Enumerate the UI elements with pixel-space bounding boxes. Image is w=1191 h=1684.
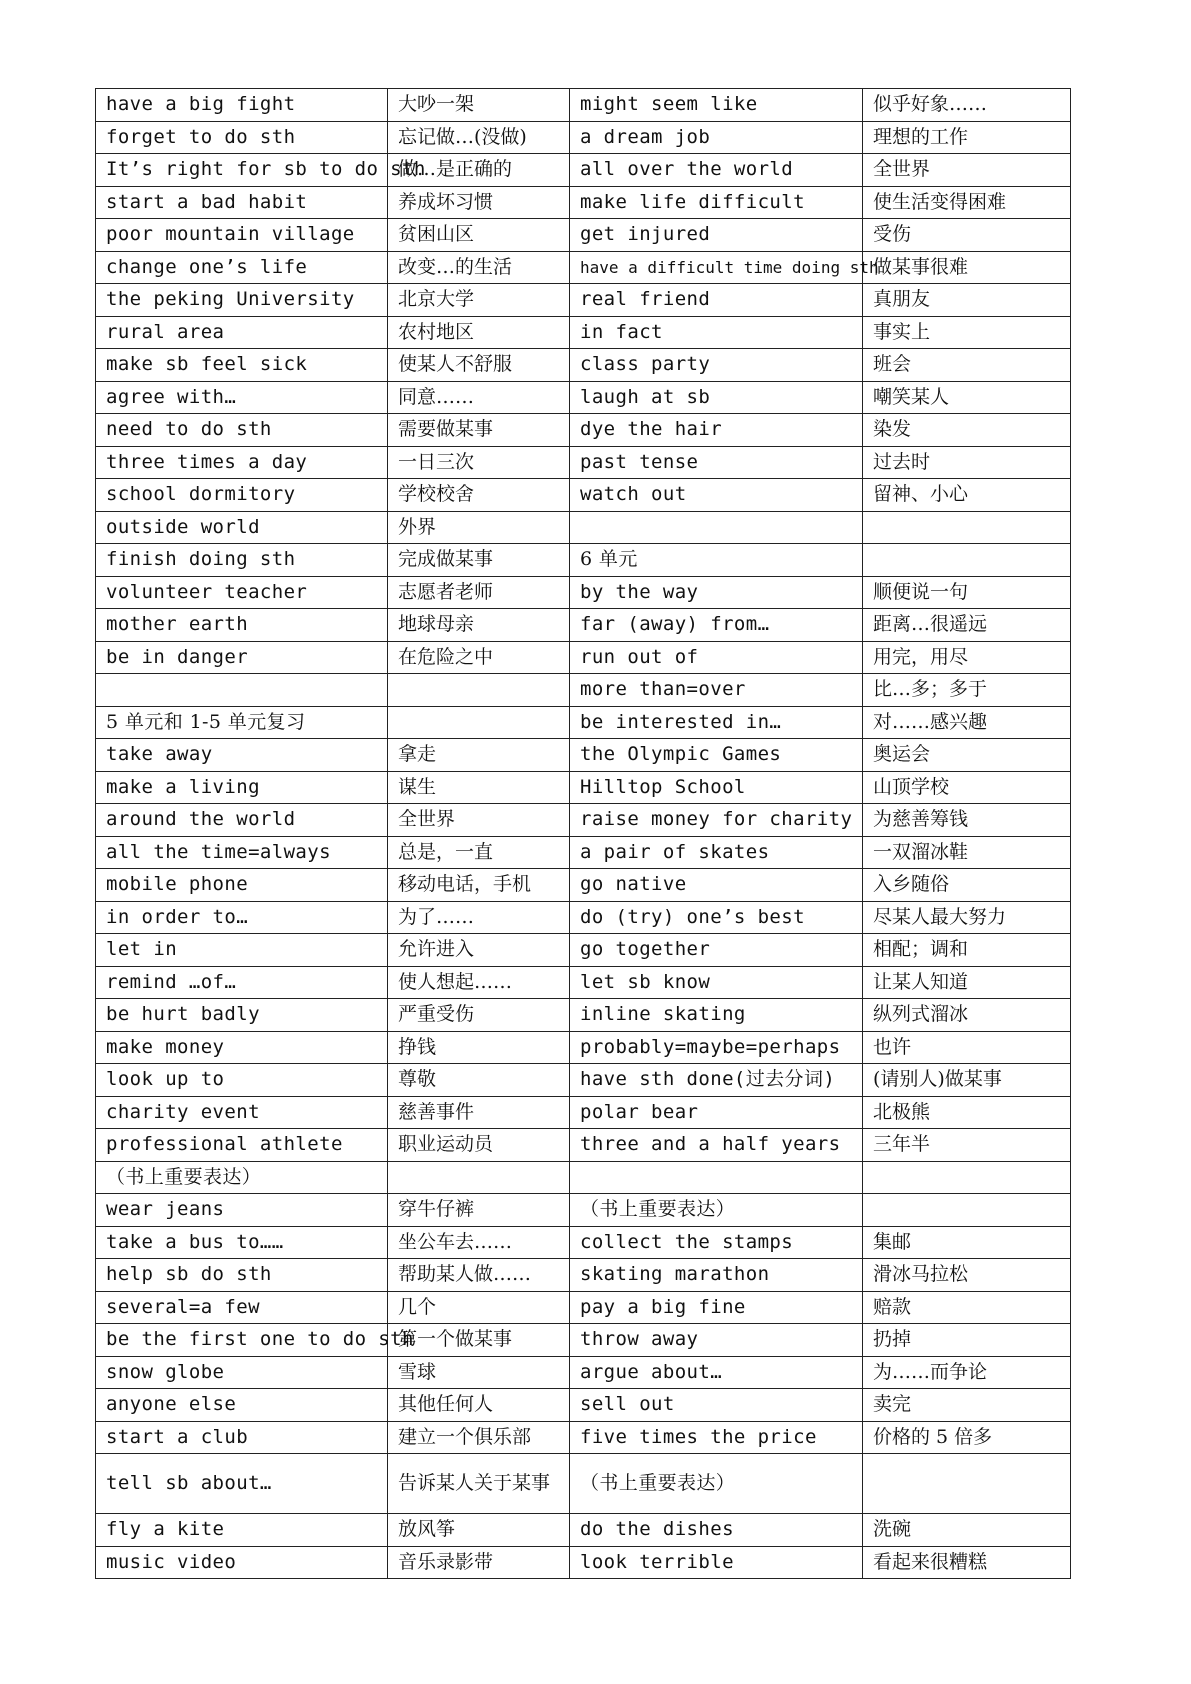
cell-english-phrase: tell sb about… [96, 1454, 388, 1514]
cell-chinese-meaning: 入乡随俗 [863, 869, 1071, 902]
table-row [96, 544, 1071, 577]
cell-english-phrase: be hurt badly [96, 999, 388, 1032]
table-row [96, 284, 1071, 317]
cell-chinese-meaning: 帮助某人做…… [388, 1259, 570, 1292]
cell-chinese-meaning: 志愿者老师 [388, 576, 570, 609]
cell-chinese-meaning: 贫困山区 [388, 219, 570, 252]
cell-english-phrase: take a bus to…… [96, 1226, 388, 1259]
table-row [96, 1194, 1071, 1227]
cell-english-phrase: laugh at sb [570, 381, 863, 414]
cell-english-phrase: pay a big fine [570, 1291, 863, 1324]
cell-english-phrase: change one’s life [96, 251, 388, 284]
cell-chinese-meaning: 班会 [863, 349, 1071, 382]
cell-english-phrase: It’s right for sb to do sth [96, 154, 388, 187]
cell-chinese-meaning: 在危险之中 [388, 641, 570, 674]
cell-english-phrase: argue about… [570, 1356, 863, 1389]
table-row [96, 1291, 1071, 1324]
cell-chinese-meaning: 为慈善筹钱 [863, 804, 1071, 837]
cell-english-phrase: do the dishes [570, 1514, 863, 1547]
cell-english-phrase: go together [570, 934, 863, 967]
table-row [96, 1064, 1071, 1097]
cell-chinese-meaning: 使生活变得困难 [863, 186, 1071, 219]
cell-english-phrase: the Olympic Games [570, 739, 863, 772]
cell-chinese-meaning: 严重受伤 [388, 999, 570, 1032]
cell-english-phrase: be in danger [96, 641, 388, 674]
cell-english-phrase: be interested in… [570, 706, 863, 739]
table-row [96, 349, 1071, 382]
cell-chinese-meaning: (请别人)做某事 [863, 1064, 1071, 1097]
table-row [96, 251, 1071, 284]
cell-chinese-meaning: 全世界 [388, 804, 570, 837]
table-row [96, 869, 1071, 902]
cell-english-phrase: let in [96, 934, 388, 967]
table-row [96, 674, 1071, 707]
cell-english-phrase [570, 1161, 863, 1194]
table-row [96, 89, 1071, 122]
cell-chinese-meaning: 北京大学 [388, 284, 570, 317]
cell-chinese-meaning [863, 1161, 1071, 1194]
cell-english-phrase: （书上重要表达） [570, 1194, 863, 1227]
cell-chinese-meaning: 几个 [388, 1291, 570, 1324]
cell-english-phrase: more than=over [570, 674, 863, 707]
cell-chinese-meaning: 全世界 [863, 154, 1071, 187]
table-row [96, 381, 1071, 414]
cell-english-phrase: 6 单元 [570, 544, 863, 577]
cell-chinese-meaning: 告诉某人关于某事 [388, 1454, 570, 1514]
cell-english-phrase: volunteer teacher [96, 576, 388, 609]
cell-english-phrase: collect the stamps [570, 1226, 863, 1259]
cell-chinese-meaning: 过去时 [863, 446, 1071, 479]
cell-english-phrase: go native [570, 869, 863, 902]
table-row [96, 804, 1071, 837]
cell-chinese-meaning: 对……感兴趣 [863, 706, 1071, 739]
cell-chinese-meaning: 雪球 [388, 1356, 570, 1389]
cell-english-phrase: do (try) one’s best [570, 901, 863, 934]
cell-chinese-meaning: 外界 [388, 511, 570, 544]
cell-english-phrase: make life difficult [570, 186, 863, 219]
cell-chinese-meaning: 一双溜冰鞋 [863, 836, 1071, 869]
table-row [96, 966, 1071, 999]
cell-chinese-meaning: 同意…… [388, 381, 570, 414]
cell-english-phrase: get injured [570, 219, 863, 252]
cell-english-phrase: finish doing sth [96, 544, 388, 577]
cell-chinese-meaning: 尊敬 [388, 1064, 570, 1097]
cell-english-phrase: let sb know [570, 966, 863, 999]
cell-chinese-meaning: 一日三次 [388, 446, 570, 479]
table-row [96, 1389, 1071, 1422]
cell-chinese-meaning: 使某人不舒服 [388, 349, 570, 382]
cell-chinese-meaning: 价格的 5 倍多 [863, 1421, 1071, 1454]
table-row [96, 186, 1071, 219]
cell-chinese-meaning: 音乐录影带 [388, 1546, 570, 1579]
table-row [96, 1259, 1071, 1292]
cell-chinese-meaning: 理想的工作 [863, 121, 1071, 154]
cell-chinese-meaning: 谋生 [388, 771, 570, 804]
cell-chinese-meaning: 坐公车去…… [388, 1226, 570, 1259]
cell-english-phrase: by the way [570, 576, 863, 609]
table-row [96, 576, 1071, 609]
cell-chinese-meaning: 纵列式溜冰 [863, 999, 1071, 1032]
cell-english-phrase: make a living [96, 771, 388, 804]
table-row [96, 219, 1071, 252]
cell-english-phrase: several=a few [96, 1291, 388, 1324]
table-row [96, 1421, 1071, 1454]
cell-chinese-meaning: 允许进入 [388, 934, 570, 967]
cell-chinese-meaning [863, 544, 1071, 577]
cell-chinese-meaning: 似乎好象…… [863, 89, 1071, 122]
cell-chinese-meaning: 做某事很难 [863, 251, 1071, 284]
cell-chinese-meaning: 顺便说一句 [863, 576, 1071, 609]
cell-english-phrase: forget to do sth [96, 121, 388, 154]
cell-chinese-meaning [863, 511, 1071, 544]
cell-english-phrase: snow globe [96, 1356, 388, 1389]
cell-english-phrase: need to do sth [96, 414, 388, 447]
cell-chinese-meaning: 三年半 [863, 1129, 1071, 1162]
table-row [96, 1226, 1071, 1259]
cell-english-phrase: music video [96, 1546, 388, 1579]
cell-english-phrase: in order to… [96, 901, 388, 934]
cell-chinese-meaning: 学校校舍 [388, 479, 570, 512]
cell-chinese-meaning: 为……而争论 [863, 1356, 1071, 1389]
cell-chinese-meaning: 其他任何人 [388, 1389, 570, 1422]
cell-english-phrase: raise money for charity [570, 804, 863, 837]
cell-english-phrase: five times the price [570, 1421, 863, 1454]
table-row [96, 1324, 1071, 1357]
cell-english-phrase: throw away [570, 1324, 863, 1357]
cell-english-phrase: 5 单元和 1-5 单元复习 [96, 706, 388, 739]
table-row [96, 1356, 1071, 1389]
cell-chinese-meaning [863, 1454, 1071, 1514]
cell-english-phrase: have a difficult time doing sth [570, 251, 863, 284]
table-row [96, 771, 1071, 804]
cell-chinese-meaning: 建立一个俱乐部 [388, 1421, 570, 1454]
table-row [96, 934, 1071, 967]
table-row [96, 154, 1071, 187]
cell-english-phrase: all the time=always [96, 836, 388, 869]
cell-chinese-meaning: 集邮 [863, 1226, 1071, 1259]
table-row [96, 316, 1071, 349]
cell-chinese-meaning: 看起来很糟糕 [863, 1546, 1071, 1579]
cell-chinese-meaning: 滑冰马拉松 [863, 1259, 1071, 1292]
cell-english-phrase: three times a day [96, 446, 388, 479]
cell-chinese-meaning: 做…是正确的 [388, 154, 570, 187]
vocabulary-table-body [96, 89, 1071, 1579]
cell-english-phrase: far (away) from… [570, 609, 863, 642]
cell-english-phrase: sell out [570, 1389, 863, 1422]
cell-english-phrase: dye the hair [570, 414, 863, 447]
table-row [96, 479, 1071, 512]
table-row [96, 1161, 1071, 1194]
cell-english-phrase: be the first one to do sth [96, 1324, 388, 1357]
cell-chinese-meaning: 拿走 [388, 739, 570, 772]
cell-chinese-meaning: 让某人知道 [863, 966, 1071, 999]
cell-chinese-meaning: 尽某人最大努力 [863, 901, 1071, 934]
cell-english-phrase: look terrible [570, 1546, 863, 1579]
cell-english-phrase: poor mountain village [96, 219, 388, 252]
cell-english-phrase: probably=maybe=perhaps [570, 1031, 863, 1064]
cell-chinese-meaning: 地球母亲 [388, 609, 570, 642]
cell-english-phrase: school dormitory [96, 479, 388, 512]
cell-english-phrase: mother earth [96, 609, 388, 642]
cell-chinese-meaning: 嘲笑某人 [863, 381, 1071, 414]
cell-chinese-meaning: 为了…… [388, 901, 570, 934]
table-row [96, 511, 1071, 544]
cell-english-phrase [96, 674, 388, 707]
cell-chinese-meaning: 总是，一直 [388, 836, 570, 869]
cell-chinese-meaning: 北极熊 [863, 1096, 1071, 1129]
cell-chinese-meaning: 第一个做某事 [388, 1324, 570, 1357]
cell-chinese-meaning [863, 1194, 1071, 1227]
cell-english-phrase: help sb do sth [96, 1259, 388, 1292]
cell-english-phrase: make sb feel sick [96, 349, 388, 382]
cell-chinese-meaning: 距离…很遥远 [863, 609, 1071, 642]
cell-chinese-meaning: 奥运会 [863, 739, 1071, 772]
table-row [96, 999, 1071, 1032]
cell-chinese-meaning: 留神、小心 [863, 479, 1071, 512]
cell-english-phrase: have sth done(过去分词) [570, 1064, 863, 1097]
cell-english-phrase: （书上重要表达） [96, 1161, 388, 1194]
cell-english-phrase: have a big fight [96, 89, 388, 122]
cell-english-phrase: inline skating [570, 999, 863, 1032]
cell-chinese-meaning: 需要做某事 [388, 414, 570, 447]
table-row [96, 446, 1071, 479]
cell-chinese-meaning: 使人想起…… [388, 966, 570, 999]
cell-english-phrase: make money [96, 1031, 388, 1064]
cell-chinese-meaning: 相配；调和 [863, 934, 1071, 967]
cell-chinese-meaning: 改变…的生活 [388, 251, 570, 284]
cell-english-phrase: professional athlete [96, 1129, 388, 1162]
cell-chinese-meaning: 完成做某事 [388, 544, 570, 577]
cell-chinese-meaning: 用完，用尽 [863, 641, 1071, 674]
cell-chinese-meaning: 真朋友 [863, 284, 1071, 317]
cell-chinese-meaning: 放风筝 [388, 1514, 570, 1547]
cell-chinese-meaning: 染发 [863, 414, 1071, 447]
cell-english-phrase: all over the world [570, 154, 863, 187]
cell-english-phrase: remind …of… [96, 966, 388, 999]
cell-english-phrase: （书上重要表达） [570, 1454, 863, 1514]
cell-chinese-meaning: 受伤 [863, 219, 1071, 252]
cell-english-phrase: skating marathon [570, 1259, 863, 1292]
table-row [96, 739, 1071, 772]
cell-english-phrase: Hilltop School [570, 771, 863, 804]
cell-english-phrase: three and a half years [570, 1129, 863, 1162]
cell-english-phrase [570, 511, 863, 544]
vocabulary-table [95, 88, 1071, 1579]
cell-chinese-meaning: 移动电话，手机 [388, 869, 570, 902]
cell-chinese-meaning: 也许 [863, 1031, 1071, 1064]
table-row [96, 1129, 1071, 1162]
cell-chinese-meaning: 比…多；多于 [863, 674, 1071, 707]
cell-english-phrase: run out of [570, 641, 863, 674]
cell-chinese-meaning: 卖完 [863, 1389, 1071, 1422]
cell-english-phrase: rural area [96, 316, 388, 349]
cell-english-phrase: look up to [96, 1064, 388, 1097]
cell-chinese-meaning: 穿牛仔裤 [388, 1194, 570, 1227]
cell-chinese-meaning: 洗碗 [863, 1514, 1071, 1547]
table-row [96, 836, 1071, 869]
cell-english-phrase: wear jeans [96, 1194, 388, 1227]
cell-chinese-meaning: 慈善事件 [388, 1096, 570, 1129]
cell-english-phrase: take away [96, 739, 388, 772]
cell-english-phrase: anyone else [96, 1389, 388, 1422]
table-row [96, 641, 1071, 674]
cell-chinese-meaning: 挣钱 [388, 1031, 570, 1064]
cell-english-phrase: fly a kite [96, 1514, 388, 1547]
cell-english-phrase: outside world [96, 511, 388, 544]
cell-chinese-meaning: 赔款 [863, 1291, 1071, 1324]
cell-english-phrase: start a club [96, 1421, 388, 1454]
cell-english-phrase: a pair of skates [570, 836, 863, 869]
table-row [96, 706, 1071, 739]
table-row [96, 414, 1071, 447]
cell-english-phrase: real friend [570, 284, 863, 317]
cell-english-phrase: charity event [96, 1096, 388, 1129]
cell-chinese-meaning [388, 674, 570, 707]
cell-english-phrase: watch out [570, 479, 863, 512]
cell-chinese-meaning: 农村地区 [388, 316, 570, 349]
table-row [96, 1514, 1071, 1547]
table-row [96, 1031, 1071, 1064]
cell-english-phrase: mobile phone [96, 869, 388, 902]
cell-english-phrase: the peking University [96, 284, 388, 317]
table-row [96, 1546, 1071, 1579]
table-row [96, 1096, 1071, 1129]
table-row [96, 1454, 1071, 1514]
cell-chinese-meaning: 事实上 [863, 316, 1071, 349]
cell-english-phrase: past tense [570, 446, 863, 479]
table-row [96, 121, 1071, 154]
cell-english-phrase: polar bear [570, 1096, 863, 1129]
cell-english-phrase: agree with… [96, 381, 388, 414]
cell-chinese-meaning: 大吵一架 [388, 89, 570, 122]
cell-chinese-meaning: 扔掉 [863, 1324, 1071, 1357]
cell-chinese-meaning: 忘记做…(没做) [388, 121, 570, 154]
cell-english-phrase: start a bad habit [96, 186, 388, 219]
cell-english-phrase: might seem like [570, 89, 863, 122]
cell-chinese-meaning: 山顶学校 [863, 771, 1071, 804]
cell-english-phrase: in fact [570, 316, 863, 349]
cell-english-phrase: class party [570, 349, 863, 382]
table-row [96, 901, 1071, 934]
cell-english-phrase: around the world [96, 804, 388, 837]
table-row [96, 609, 1071, 642]
cell-english-phrase: a dream job [570, 121, 863, 154]
cell-chinese-meaning: 养成坏习惯 [388, 186, 570, 219]
cell-chinese-meaning [388, 1161, 570, 1194]
cell-chinese-meaning [388, 706, 570, 739]
cell-chinese-meaning: 职业运动员 [388, 1129, 570, 1162]
